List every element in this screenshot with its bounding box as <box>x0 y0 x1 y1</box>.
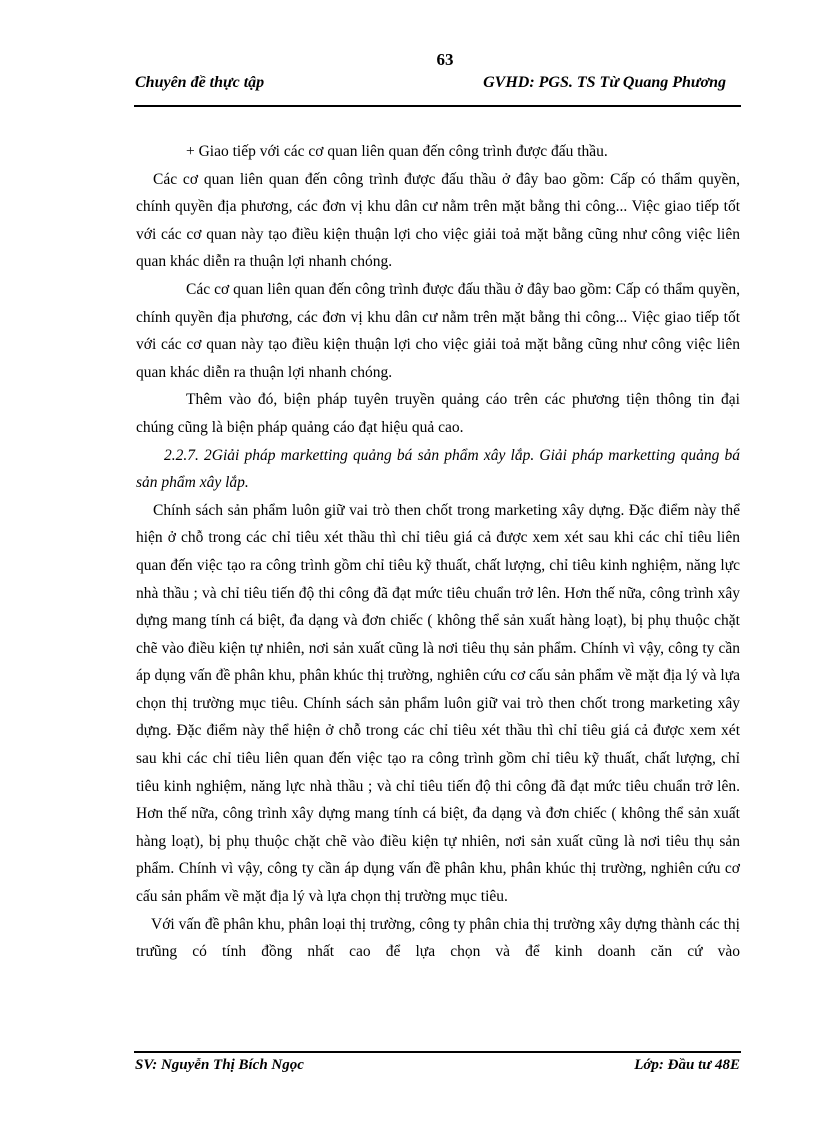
paragraph-advertising: Thêm vào đó, biện pháp tuyên truyền quảng cáo trên các phương tiện thông tin đại chúng cũng là biện pháp quảng cáo đạt hiệu quả cao. <box>136 391 740 436</box>
page-number: 63 <box>436 50 454 69</box>
footer-student-name: SV: Nguyễn Thị Bích Ngọc <box>135 1057 304 1073</box>
footer-divider <box>134 1051 741 1053</box>
paragraph-product-policy: Chính sách sản phẩm luôn giữ vai trò then chốt trong marketing xây dựng. Đặc điểm này thể hiện ở chỗ trong các chỉ tiêu xét thầu thì chỉ tiêu giá cả được xem xét sau khi các chỉ tiêu liên quan đến việc tạo ra công trình gồm chỉ tiêu kỹ thuất, chất lượng, chỉ tiêu kinh nghiệm, năng lực nhà thầu ; và chỉ tiêu tiến độ thi công đã đạt mức tiêu chuẩn trở lên. Hơn thế nữa, công trình xây dựng mang tính cá biệt, đa dạng và đơn chiếc ( không thể sản xuất hàng loạt), bị phụ thuộc chặt chẽ vào điều kiện tự nhiên, nơi sản xuất cũng là nơi tiêu thụ sản phẩm. Chính vì vậy, công ty cần áp dụng vấn đề phân khu, phân khúc thị trường, nghiên cứu cơ cấu sản phẩm về mặt địa lý và lựa chọn thị trường mục tiêu. Chính sách sản phẩm luôn giữ vai trò then chốt trong marketing xây dựng. Đặc điểm này thể hiện ở chỗ trong các chỉ tiêu xét thầu thì chỉ tiêu giá cả được xem xét sau khi các chỉ tiêu liên quan đến việc tạo ra công trình gồm chỉ tiêu kỹ thuất, chất lượng, chỉ tiêu kinh nghiệm, năng lực nhà thầu ; và chỉ tiêu tiến độ thi công đã đạt mức tiêu chuẩn trở lên. Hơn thế nữa, công trình xây dựng mang tính cá biệt, đa dạng và đơn chiếc ( không thể sản xuất hàng loạt), bị phụ thuộc chặt chẽ vào điều kiện tự nhiên, nơi sản xuất cũng là nơi tiêu thụ sản phẩm. Chính vì vậy, công ty cần áp dụng vấn đề phân khu, phân khúc thị trường, nghiên cứu cơ cấu sản phẩm về mặt địa lý và lựa chọn thị trường mục tiêu. <box>136 501 740 906</box>
paragraph-market-segmentation: Với vấn đề phân khu, phân loại thị trường, công ty phân chia thị trường xây dựng thành các thị trưũng có tính đồng nhất cao để lựa chọn và để kinh doanh căn cứ vào <box>136 915 740 961</box>
page-header <box>135 74 740 98</box>
paragraph-agencies-1: Các cơ quan liên quan đến công trình được đấu thầu ở đây bao gồm: Cấp có thẩm quyền, chính quyền địa phương, các đơn vị khu dân cư nằm trên mặt bằng thi công... Việc giao tiếp tốt với các cơ quan này tạo điều kiện thuận lợi cho việc giải toả mặt bằng cũng như công việc liên quan khác diễn ra thuận lợi nhanh chóng. <box>136 170 740 271</box>
header-course-title: Chuyên đề thực tập <box>135 74 265 91</box>
paragraph-communication: + Giao tiếp với các cơ quan liên quan đến công trình được đấu thầu. <box>186 143 608 160</box>
footer-class: Lớp: Đầu tư 48E <box>634 1057 740 1073</box>
page-footer <box>135 1057 740 1081</box>
document-body <box>136 138 740 966</box>
section-heading: 2.2.7. 2Giải pháp marketting quảng bá sản phẩm xây lắp. Giải pháp marketting quảng bá sản phẩm xây lắp. <box>136 446 740 492</box>
header-supervisor: GVHD: PGS. TS Từ Quang Phương <box>483 74 726 91</box>
header-divider <box>134 105 741 107</box>
paragraph-agencies-2: Các cơ quan liên quan đến công trình được đấu thầu ở đây bao gồm: Cấp có thẩm quyền, chính quyền địa phương, các đơn vị khu dân cư nằm trên mặt bằng thi công... Việc giao tiếp tốt với các cơ quan này tạo điều kiện thuận lợi cho việc giải toả mặt bằng cũng như công việc liên quan khác diễn ra thuận lợi nhanh chóng. <box>136 280 740 381</box>
